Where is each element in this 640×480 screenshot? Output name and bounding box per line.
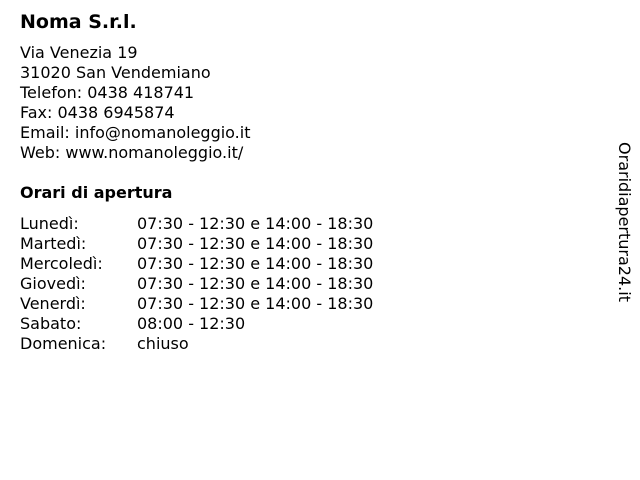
- business-name: Noma S.r.l.: [20, 11, 137, 33]
- hours-row-saturday: [20, 314, 373, 334]
- address-street: Via Venezia 19: [20, 43, 138, 62]
- day-label: Giovedì:: [20, 274, 86, 293]
- day-label: Domenica:: [20, 334, 107, 353]
- website-address: Web: www.nomanoleggio.it/: [20, 143, 244, 162]
- time-range: 07:30 - 12:30 e 14:00 - 18:30: [137, 214, 374, 233]
- opening-hours-heading: Orari di apertura: [20, 183, 173, 202]
- day-label: Sabato:: [20, 314, 82, 333]
- day-label: Mercoledì:: [20, 254, 103, 273]
- day-label: Lunedì:: [20, 214, 79, 233]
- hours-row-tuesday: [20, 234, 373, 254]
- address-city: 31020 San Vendemiano: [20, 63, 211, 82]
- opening-hours-list: [20, 214, 373, 354]
- time-range: 08:00 - 12:30: [137, 314, 246, 333]
- time-range: 07:30 - 12:30 e 14:00 - 18:30: [137, 274, 374, 293]
- day-label: Martedì:: [20, 234, 87, 253]
- hours-row-sunday: [20, 334, 373, 354]
- time-range: 07:30 - 12:30 e 14:00 - 18:30: [137, 234, 374, 253]
- hours-row-thursday: [20, 274, 373, 294]
- hours-row-monday: [20, 214, 373, 234]
- time-range: 07:30 - 12:30 e 14:00 - 18:30: [137, 294, 374, 313]
- contact-info: [20, 43, 250, 163]
- site-watermark: Oraridiapertura24.it: [615, 142, 634, 302]
- hours-row-wednesday: [20, 254, 373, 274]
- day-label: Venerdì:: [20, 294, 86, 313]
- fax-number: Fax: 0438 6945874: [20, 103, 175, 122]
- hours-row-friday: [20, 294, 373, 314]
- time-range: 07:30 - 12:30 e 14:00 - 18:30: [137, 254, 374, 273]
- time-range: chiuso: [137, 334, 189, 353]
- phone-number: Telefon: 0438 418741: [20, 83, 195, 102]
- email-address: Email: info@nomanoleggio.it: [20, 123, 251, 142]
